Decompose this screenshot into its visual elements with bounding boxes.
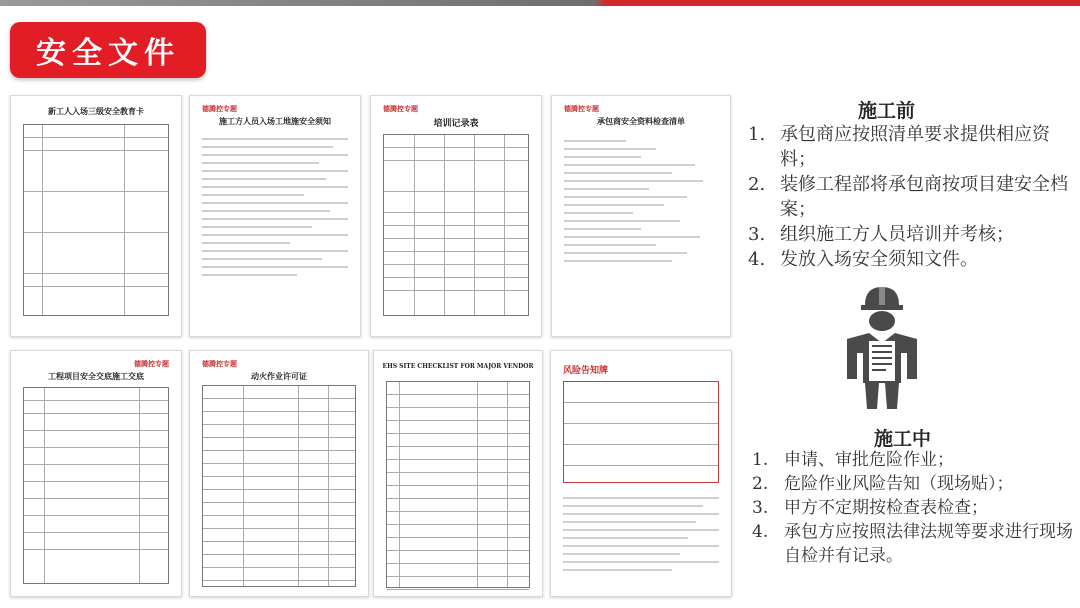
list-item: 1. 申请、审批危险作业； (752, 450, 954, 470)
during-construction-title: 施工中 (874, 428, 932, 450)
document-logo: 风险告知牌 (563, 366, 609, 376)
document-body (563, 491, 719, 582)
document-thumbnail-4 (551, 95, 731, 337)
document-title: 施工方人员入场工地施安全须知 (219, 116, 331, 126)
document-table (386, 381, 530, 588)
document-title: 工程项目安全交底施工交底 (48, 371, 144, 381)
section-title-badge (10, 22, 206, 78)
during-construction-list (752, 448, 1074, 568)
document-body (564, 134, 718, 322)
document-logo: 德腾控专题 (564, 105, 599, 113)
document-table (202, 385, 356, 587)
list-item: 2. 装修工程部将承包商按项目建安全档案； (748, 174, 1068, 220)
construction-worker-icon (843, 283, 921, 411)
document-logo: 德腾控专题 (202, 360, 237, 368)
document-logo: 德腾控专题 (383, 105, 418, 113)
document-logo: 德腾控专题 (134, 360, 169, 368)
document-body (202, 132, 348, 322)
top-accent-bar (0, 0, 1080, 6)
page-title: 安全文件 (36, 36, 180, 71)
document-title: 新工人入场三级安全教育卡 (48, 106, 144, 116)
list-item: 3. 甲方不定期按检查表检查； (752, 498, 988, 518)
document-logo: 德腾控专题 (202, 105, 237, 113)
document-thumbnail-6 (189, 350, 369, 597)
document-table (23, 124, 169, 316)
document-thumbnail-2 (189, 95, 361, 337)
document-thumbnail-1 (10, 95, 182, 337)
document-thumbnail-3 (370, 95, 542, 337)
document-title: 承包商安全资料检查清单 (597, 116, 685, 126)
list-item: 1. 承包商应按照清单要求提供相应资料； (748, 124, 1050, 170)
before-construction-list (748, 122, 1068, 272)
document-table (383, 134, 529, 316)
document-title: EHS SITE CHECKLIST FOR MAJOR VENDOR (382, 363, 534, 370)
before-construction-title: 施工前 (858, 100, 916, 122)
list-item: 4. 承包方应按照法律法规等要求进行现场自检并有记录。 (752, 522, 1073, 566)
document-thumbnail-7 (373, 350, 543, 597)
document-thumbnail-8 (550, 350, 732, 597)
document-title: 动火作业许可证 (251, 371, 307, 381)
document-table (23, 387, 169, 584)
list-item: 4. 发放入场安全须知文件。 (748, 249, 978, 270)
document-thumbnail-5 (10, 350, 182, 597)
document-title: 培训记录表 (433, 119, 479, 129)
document-table (563, 381, 719, 483)
list-item: 3. 组织施工方人员培训并考核； (748, 224, 1014, 245)
list-item: 2. 危险作业风险告知（现场贴）； (752, 474, 1014, 494)
